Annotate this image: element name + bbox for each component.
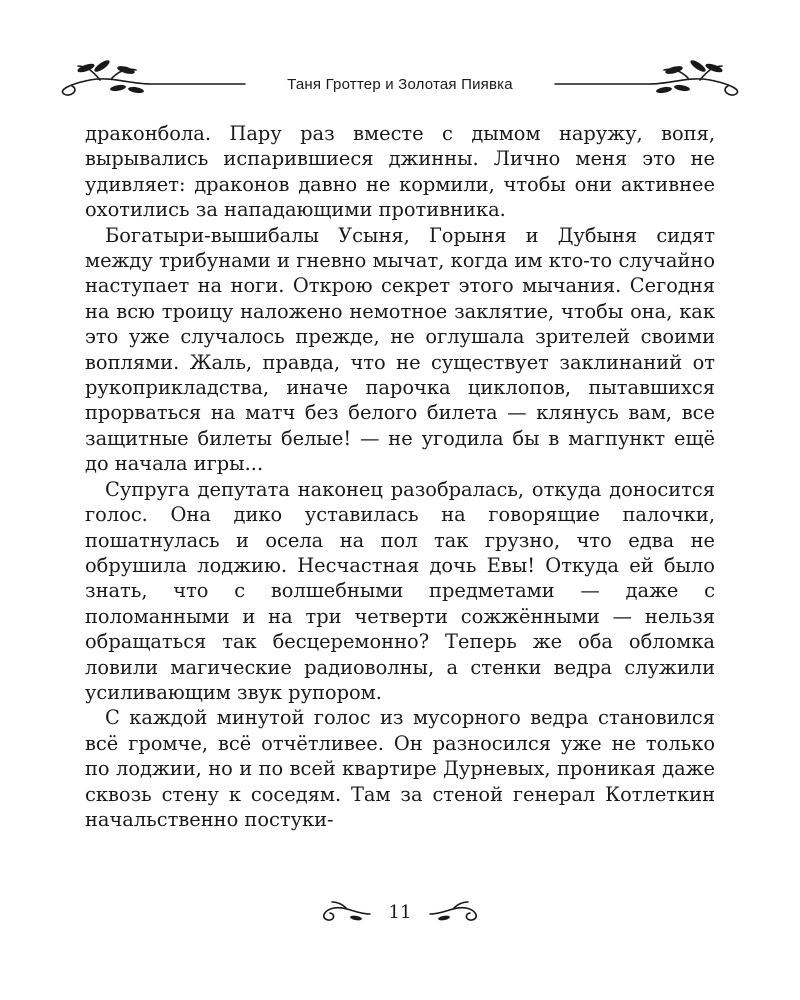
running-title-text: Таня Гроттер и Золотая Пиявка — [279, 76, 521, 93]
page-body — [85, 121, 715, 832]
running-title — [40, 76, 760, 93]
page-number: 11 — [388, 902, 412, 923]
paragraph-3: Супруга депутата наконец разобралась, откуда доносится голос. Она дико уставилась на говорящие палочки, пошатнулась и осела на пол так грузно, что едва не обрушила лоджию. Несчастная дочь Евы! Откуда ей было знать, что с волшебными предметами — даже с поломанными и на три четверти сожжёнными — нельзя обращаться так бесцеремонно? Теперь же оба обломка ловили магические радиоволны, а стенки ведра служили усиливающим звук рупором. — [85, 477, 715, 704]
paragraph-2: Богатыри-вышибалы Усыня, Горыня и Дубыня сидят между трибунами и гневно мычат, когда им кто-то случайно наступает на ноги. Открою секрет этого мычания. Сегодня на всю троицу наложено немотное заклятие, чтобы она, как это уже случалось прежде, не оглушала зрителей своими воплями. Жаль, правда, что не существует заклинаний от рукоприкладства, иначе парочка циклопов, пытавшихся прорваться на матч без белого билета — клянусь вам, все защитные билеты белые! — не угодила бы в магпункт ещё до начала игры... — [85, 223, 715, 476]
paragraph-1: драконбола. Пару раз вместе с дымом наружу, вопя, вырывались испарившиеся джинны. Лично меня это не удивляет: драконов давно не кормили, чтобы они активнее охотились за нападающими противника. — [85, 122, 715, 222]
page-footer — [290, 896, 510, 932]
paragraph-4: С каждой минутой голос из мусорного ведра становился всё громче, всё отчётливее. Он разносился уже не только по лоджии, но и по всей квартире Дурневых, проникая даже сквозь стену к соседям. Там за стеной генерал Котлеткин начальственно постуки- — [85, 706, 715, 831]
running-header — [40, 56, 760, 116]
